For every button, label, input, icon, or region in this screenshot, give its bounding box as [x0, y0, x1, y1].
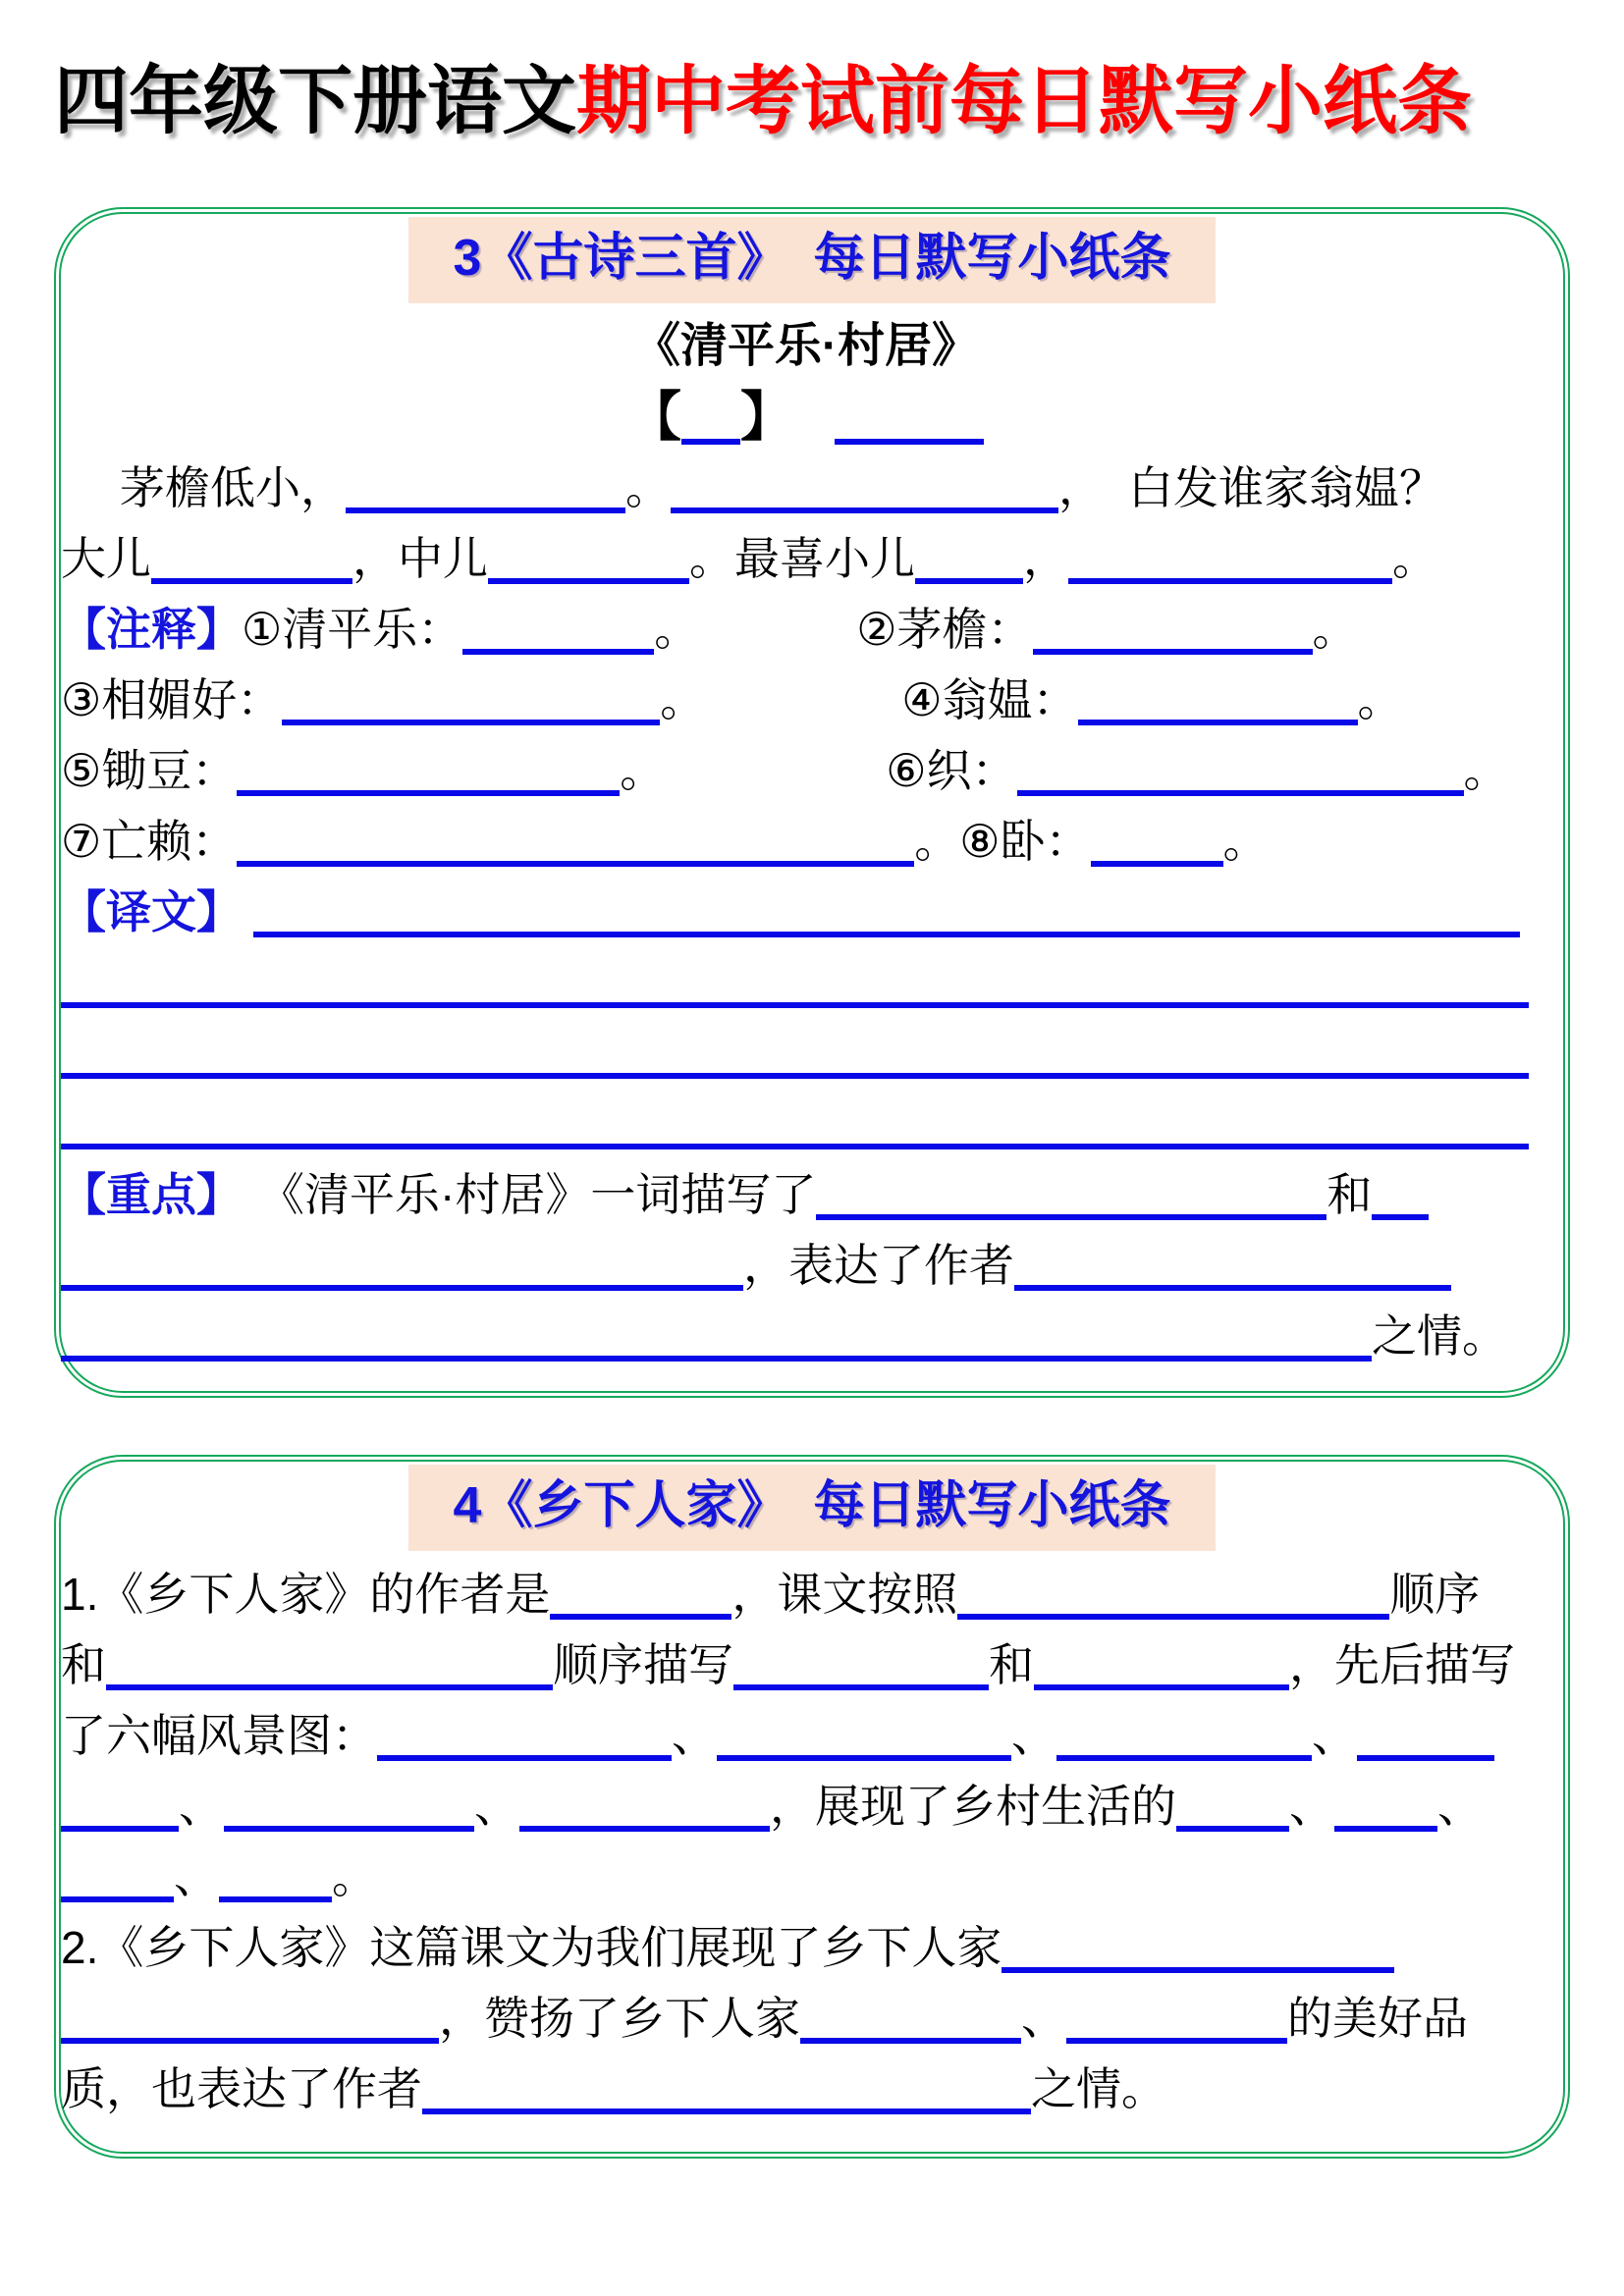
worksheet-text: 、: [1312, 1710, 1357, 1762]
worksheet-text: ，中儿: [352, 533, 488, 585]
answer-blank: [488, 549, 689, 584]
answer-blank: [835, 409, 984, 445]
worksheet-text: 之情。: [1031, 2063, 1166, 2115]
worksheet-text: 大儿: [61, 533, 151, 585]
worksheet-text: 。最喜小儿: [689, 533, 915, 585]
answer-blank: [1017, 761, 1464, 796]
note-line-2: [61, 665, 1551, 735]
worksheet-text: 。: [1463, 745, 1509, 797]
q1-line-1: [61, 1559, 1551, 1629]
worksheet-text: 1.《乡下人家》的作者是: [61, 1569, 551, 1621]
worksheet-text: 顺序: [1389, 1569, 1481, 1621]
keypoint-line-1: [61, 1159, 1551, 1230]
author-line: [61, 382, 1551, 453]
answer-blank: [671, 478, 1058, 513]
worksheet-text: 白发谁家翁媪？: [1128, 462, 1444, 514]
label-text: 【译文】: [61, 886, 242, 938]
worksheet-text: 、: [1011, 1710, 1056, 1762]
worksheet-text: 2.《乡下人家》这篇课文为我们展现了乡下人家: [61, 1922, 1002, 1974]
worksheet-text: ，赞扬了乡下人家: [439, 1993, 800, 2045]
worksheet-text: 和: [1326, 1169, 1373, 1221]
translation-label-line: [61, 877, 1551, 947]
answer-blank: [61, 2008, 439, 2044]
answer-blank: [151, 549, 352, 584]
answer-blank: [1066, 2008, 1287, 2044]
answer-blank: [61, 1867, 174, 1902]
worksheet-text: 顺序描写: [553, 1639, 733, 1691]
translation-blank-line: [61, 1018, 1551, 1089]
worksheet-text: 质，也表达了作者: [61, 2063, 422, 2115]
worksheet-text: ①清平乐：: [242, 604, 463, 656]
q1-line-2: [61, 1629, 1551, 1700]
answer-blank: [1033, 619, 1313, 655]
worksheet-text: ，: [1058, 462, 1104, 514]
worksheet-text: 。: [332, 1851, 377, 1903]
document-title-black: 四年级下册语文: [54, 60, 576, 143]
answer-blank: [224, 1796, 474, 1832]
answer-blank: [253, 902, 1520, 937]
translation-blank-line: [61, 1089, 1551, 1159]
q2-line-2: [61, 1983, 1551, 2054]
section-card-gushi: [54, 207, 1570, 1398]
worksheet-text: 、: [1437, 1781, 1483, 1833]
answer-blank: [681, 409, 740, 445]
answer-blank: [1001, 1938, 1394, 1973]
worksheet-text: ③相媚好：: [61, 674, 283, 726]
answer-blank: [61, 1326, 1372, 1362]
q2-line-3: [61, 2054, 1551, 2124]
answer-blank: [282, 690, 660, 725]
worksheet-text: ⑤锄豆：: [61, 745, 238, 797]
worksheet-text: 。: [1312, 604, 1358, 656]
worksheet-text: 。: [1222, 816, 1269, 868]
q1-line-3: [61, 1700, 1551, 1771]
answer-blank: [915, 549, 1023, 584]
worksheet-text: 茅檐低小，: [120, 462, 346, 514]
worksheet-text: ⑦亡赖：: [61, 816, 238, 868]
worksheet-text: 、: [474, 1781, 519, 1833]
answer-blank: [61, 1796, 179, 1832]
answer-blank: [1056, 1726, 1312, 1761]
keypoint-line-3: [61, 1301, 1551, 1371]
worksheet-text: 。: [1357, 674, 1403, 726]
section-header-xiangxia: 4《乡下人家》 每日默写小纸条: [408, 1465, 1217, 1551]
worksheet-text: 和: [61, 1639, 106, 1691]
poem-line-2: [61, 523, 1551, 594]
worksheet-text: ⑥织：: [886, 745, 1017, 797]
answer-blank: [422, 2079, 1031, 2114]
worksheet-text: 和: [989, 1639, 1034, 1691]
answer-blank: [106, 1655, 553, 1690]
worksheet-text: 的美好品: [1287, 1993, 1468, 2045]
worksheet-text: 。⑧卧：: [914, 816, 1091, 868]
worksheet-text: 【: [628, 388, 681, 448]
worksheet-text: ，展现了乡村生活的: [770, 1781, 1176, 1833]
answer-blank: [346, 478, 625, 513]
section-header-gushi: 3《古诗三首》 每日默写小纸条: [408, 217, 1217, 303]
worksheet-text: ，表达了作者: [743, 1240, 1014, 1292]
worksheet-text: 。: [620, 745, 666, 797]
worksheet-text: 、: [1289, 1781, 1334, 1833]
answer-blank: [733, 1655, 989, 1690]
worksheet-text: 。: [625, 462, 671, 514]
section-header-wrap: [61, 217, 1563, 303]
worksheet-text: 之情。: [1372, 1310, 1507, 1362]
answer-blank: [1334, 1796, 1437, 1832]
answer-blank: [219, 1867, 332, 1902]
answer-blank: [717, 1726, 1011, 1761]
translation-blank-line: [61, 947, 1551, 1018]
worksheet-text: 了六幅风景图：: [61, 1710, 377, 1762]
worksheet-text: 。: [660, 674, 706, 726]
worksheet-text: 、: [174, 1851, 219, 1903]
section-lines-xiangxia: [61, 1551, 1563, 2124]
answer-blank: [1091, 831, 1223, 867]
worksheet-text: ，: [1023, 533, 1068, 585]
answer-blank: [519, 1796, 770, 1832]
poem-title: [61, 311, 1551, 382]
document-title: [0, 0, 1624, 144]
q1-line-4: [61, 1771, 1551, 1842]
answer-blank: [61, 973, 1529, 1008]
q1-line-5: [61, 1842, 1551, 1912]
answer-blank: [462, 619, 654, 655]
section-lines-gushi: [61, 303, 1563, 1371]
answer-blank: [816, 1185, 1326, 1220]
document-title-red: 期中考试前每日默写小纸条: [576, 60, 1472, 143]
worksheet-text: 、: [179, 1781, 224, 1833]
section-header-wrap: [61, 1465, 1563, 1551]
worksheet-text: 。: [654, 604, 700, 656]
answer-blank: [377, 1726, 672, 1761]
note-line-3: [61, 735, 1551, 806]
worksheet-text: ，课文按照: [731, 1569, 958, 1621]
worksheet-text: 《清平乐·村居》一词描写了: [259, 1169, 817, 1221]
note-line-4: [61, 806, 1551, 877]
keypoint-line-2: [61, 1230, 1551, 1301]
answer-blank: [1034, 1655, 1289, 1690]
worksheet-text: 、: [1021, 1993, 1066, 2045]
answer-blank: [800, 2008, 1021, 2044]
q2-line-1: [61, 1912, 1551, 1983]
worksheet-text: 。: [1392, 533, 1437, 585]
section-card-xiangxia: [54, 1455, 1570, 2159]
answer-blank: [237, 831, 914, 867]
answer-blank: [237, 761, 620, 796]
poem-line-1: [61, 453, 1551, 523]
answer-blank: [61, 1114, 1529, 1149]
answer-blank: [1014, 1255, 1451, 1291]
answer-blank: [1068, 549, 1392, 584]
answer-blank: [1372, 1185, 1429, 1220]
answer-blank: [61, 1255, 743, 1291]
worksheet-text: 《清平乐·村居》: [633, 320, 979, 373]
label-text: 【注释】: [61, 604, 242, 656]
answer-blank: [1078, 690, 1358, 725]
worksheet-text: ，先后描写: [1289, 1639, 1515, 1691]
note-line-1: [61, 594, 1551, 665]
answer-blank: [61, 1043, 1529, 1079]
answer-blank: [1357, 1726, 1494, 1761]
worksheet-text: ④翁媪：: [901, 674, 1078, 726]
answer-blank: [1176, 1796, 1289, 1832]
worksheet-text: ②茅檐：: [856, 604, 1033, 656]
answer-blank: [957, 1584, 1389, 1620]
label-text: 【重点】: [61, 1169, 242, 1221]
worksheet-text: 、: [672, 1710, 717, 1762]
answer-blank: [550, 1584, 731, 1620]
worksheet-text: 】: [740, 388, 793, 448]
